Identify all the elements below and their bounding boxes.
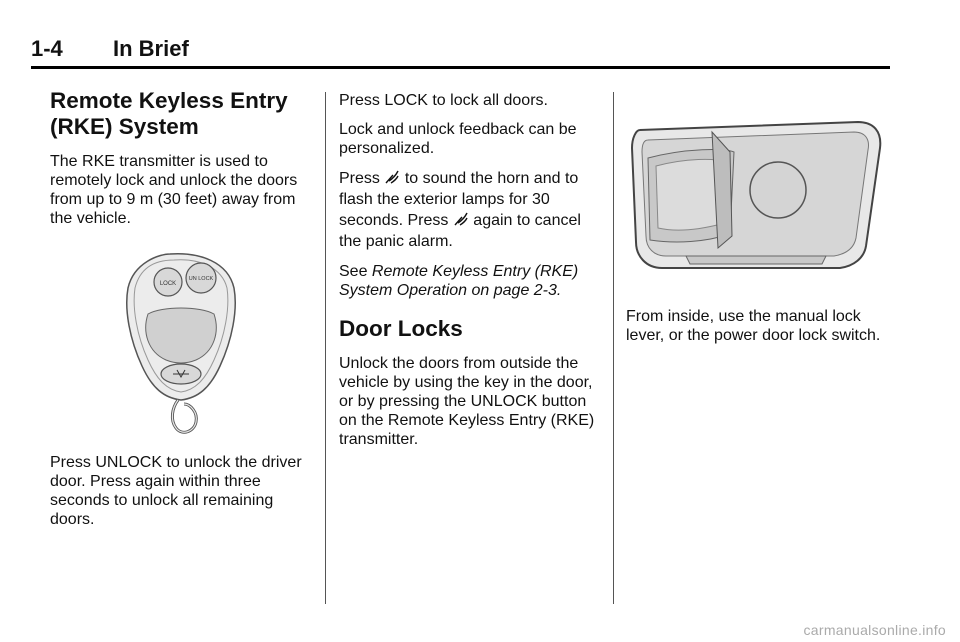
key-fob-illustration (50, 248, 312, 438)
column-right (626, 88, 894, 355)
horn-icon (384, 169, 400, 185)
rke-intro: The RKE transmitter is used to remotely lock and unlock the doors from up to 9 m (30 feet) away from the vehicle. (50, 153, 298, 227)
cross-reference-link: Remote Keyless Entry (RKE) System Operation on page 2-3. (339, 263, 579, 299)
page-header (31, 34, 890, 69)
feedback-note: Lock and unlock feedback can be personalized. (339, 121, 577, 157)
door-locks-heading: Door Locks (339, 316, 463, 341)
column-middle (339, 91, 601, 459)
column-left (50, 88, 312, 539)
svg-text:LOCK: LOCK (159, 281, 177, 287)
svg-text:UN LOCK: UN LOCK (188, 276, 214, 282)
unlock-instructions: Press UNLOCK to unlock the driver door. Press again within three seconds to unlock all remaining doors. (50, 454, 302, 528)
inside-lock-instructions: From inside, use the manual lock lever, or the power door lock switch. (626, 308, 881, 344)
lock-instructions: Press LOCK to lock all doors. (339, 92, 548, 109)
door-lock-switch (750, 162, 806, 218)
door-locks-text: Unlock the doors from outside the vehicle by using the key in the door, or by pressing the UNLOCK button on the Remote Keyless Entry (RKE) transmitter. (339, 355, 595, 448)
rke-heading: Remote Keyless Entry (RKE) System (50, 88, 288, 139)
door-lock-lever-illustration (626, 118, 888, 276)
watermark: carmanualsonline.info (803, 622, 946, 638)
panic-instructions: Press to sound the horn and to flash the exterior lamps for 30 seconds. Press again to cancel the panic alarm. (339, 170, 581, 250)
section-title: In Brief (113, 36, 189, 61)
see-reference: See Remote Keyless Entry (RKE) System Operation on page 2-3. (339, 263, 579, 299)
column-divider (613, 92, 614, 604)
page-number: 1-4 (31, 36, 63, 61)
horn-icon (453, 211, 469, 227)
column-divider (325, 92, 326, 604)
